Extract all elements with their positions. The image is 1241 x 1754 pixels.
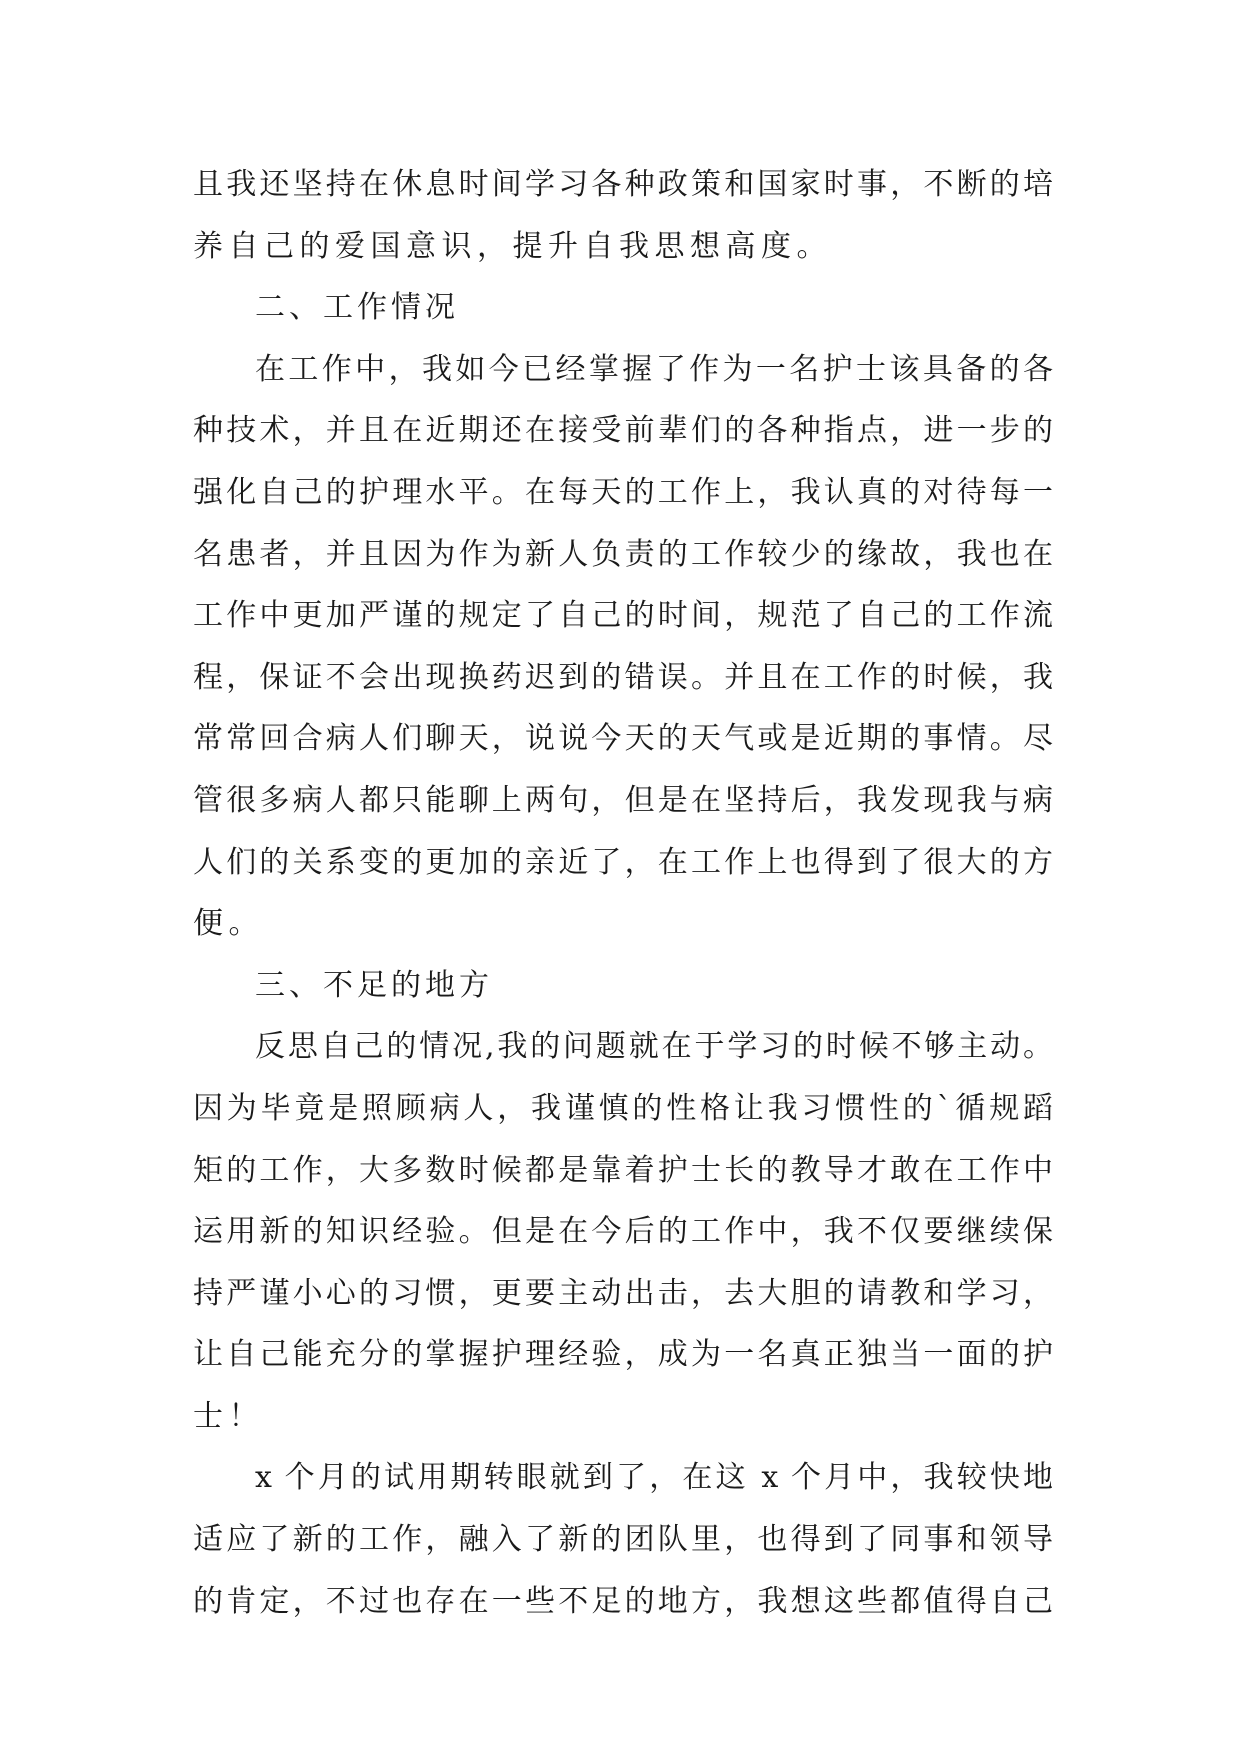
text-line: 管很多病人都只能聊上两句，但是在坚持后，我发现我与病 [193,782,1053,818]
text-line: 人们的关系变的更加的亲近了，在工作上也得到了很大的方 [193,844,1053,880]
text-line: 常常回合病人们聊天，说说今天的天气或是近期的事情。尽 [193,721,1053,757]
text-line: 因为毕竟是照顾病人，我谨慎的性格让我习惯性的`循规蹈 [193,1090,1053,1126]
text-line: x 个月的试用期转眼就到了，在这 x 个月中，我较快地 [255,1460,1053,1496]
text-line: 程，保证不会出现换药迟到的错误。并且在工作的时候，我 [193,659,1053,695]
text-line: 持严谨小心的习惯，更要主动出击，去大胆的请教和学习， [193,1275,1053,1311]
document-page [193,154,1053,1632]
text-line: 便。 [193,906,264,942]
text-line: 反思自己的情况,我的问题就在于学习的时候不够主动。 [255,1029,1053,1065]
text-line: 矩的工作，大多数时候都是靠着护士长的教导才敢在工作中 [193,1152,1053,1188]
text-line: 养自己的爱国意识，提升自我思想高度。 [193,228,832,264]
text-line: 种技术，并且在近期还在接受前辈们的各种指点，进一步的 [193,413,1053,449]
text-line: 士！ [193,1398,264,1434]
text-line: 且我还坚持在休息时间学习各种政策和国家时事，不断的培 [193,167,1053,202]
text-line: 名患者，并且因为作为新人负责的工作较少的缘故，我也在 [193,536,1053,572]
text-line: 适应了新的工作，融入了新的团队里，也得到了同事和领导 [193,1522,1053,1558]
text-line: 运用新的知识经验。但是在今后的工作中，我不仅要继续保 [193,1214,1053,1250]
text-line: 让自己能充分的掌握护理经验，成为一名真正独当一面的护 [193,1337,1053,1373]
text-line: 强化自己的护理水平。在每天的工作上，我认真的对待每一 [193,474,1053,510]
text-line: 的肯定，不过也存在一些不足的地方，我想这些都值得自己 [193,1583,1053,1619]
text-line: 在工作中，我如今已经掌握了作为一名护士该具备的各 [255,351,1053,387]
section-heading-work: 二、工作情况 [255,290,459,326]
text-line: 工作中更加严谨的规定了自己的时间，规范了自己的工作流 [193,598,1053,634]
section-heading-shortcomings: 三、不足的地方 [255,967,493,1003]
